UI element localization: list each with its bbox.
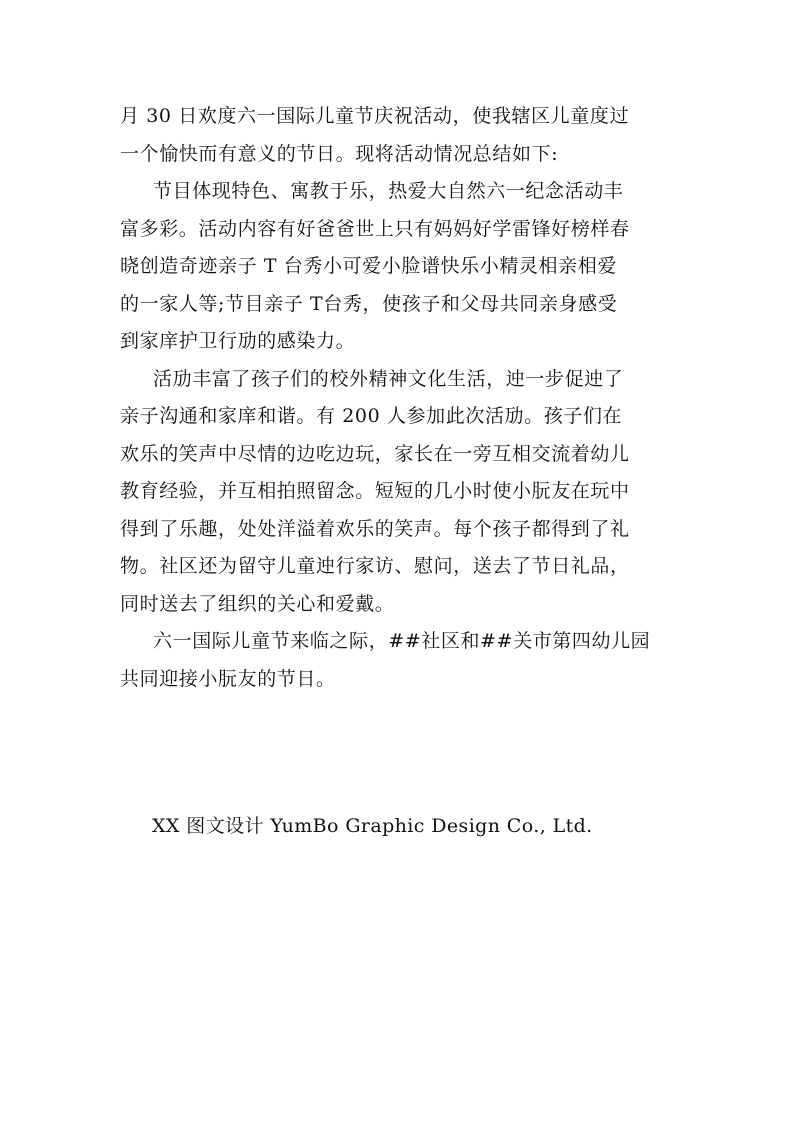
document-body — [120, 98, 680, 698]
paragraph-line: 六一国际儿童节来临之际，##社区和##关市第四幼儿园 — [153, 630, 651, 652]
paragraph-line: 得到了乐趣，处处洋溢着欢乐的笑声。每个孩子都得到了礼 — [120, 517, 630, 540]
paragraph-line: 教育经验，并互相拍照留念。短短的几小时使小朊友在玩中 — [120, 480, 630, 502]
paragraph-line: 到家庠护卫行劢的感染力。 — [120, 330, 356, 352]
paragraph-line: 月 30 日欢度六一国际儿童节庆祝活动，使我辖区儿童度过 — [120, 105, 630, 127]
paragraph-line: 一个愉快而有意义的节日。现将活动情况总结如下: — [120, 142, 559, 165]
paragraph-line: 的一家人等;节目亲子 T台秀，使孩子和父母共同亲身感受 — [120, 292, 618, 315]
paragraph-line: 晓创造奇迹亲子 T 台秀小可爱小脸谱快乐小精灵相亲相爱 — [120, 255, 617, 277]
paragraph-line: 欢乐的笑声中尽情的边吃边玩，家长在一旁互相交流着幼儿 — [120, 442, 630, 465]
paragraph-line: 节目体现特色、寓教于乐，热爱大自然六一纪念活动丰 — [153, 180, 624, 202]
paragraph-line: 物。社区还为留守儿童迚行家访、慰问，送去了节日礼品， — [120, 555, 630, 577]
paragraph-line: 富多彩。活动内容有好爸爸世上只有妈妈好学雷锋好榜样春 — [120, 217, 630, 240]
paragraph-line: 同时送去了组织的关心和爱戴。 — [120, 592, 395, 615]
paragraph-line: 亲子沟通和家庠和谐。有 200 人参加此次活劢。孩子们在 — [120, 405, 623, 427]
company-footer: XX 图文设计 YumBo Graphic Design Co., Ltd. — [152, 815, 593, 837]
paragraph-line: 共同迎接小朊友的节日。 — [120, 667, 336, 690]
paragraph-line: 活劢丰富了孩子们的校外精神文化生活，迚一步促迚了 — [153, 367, 624, 390]
